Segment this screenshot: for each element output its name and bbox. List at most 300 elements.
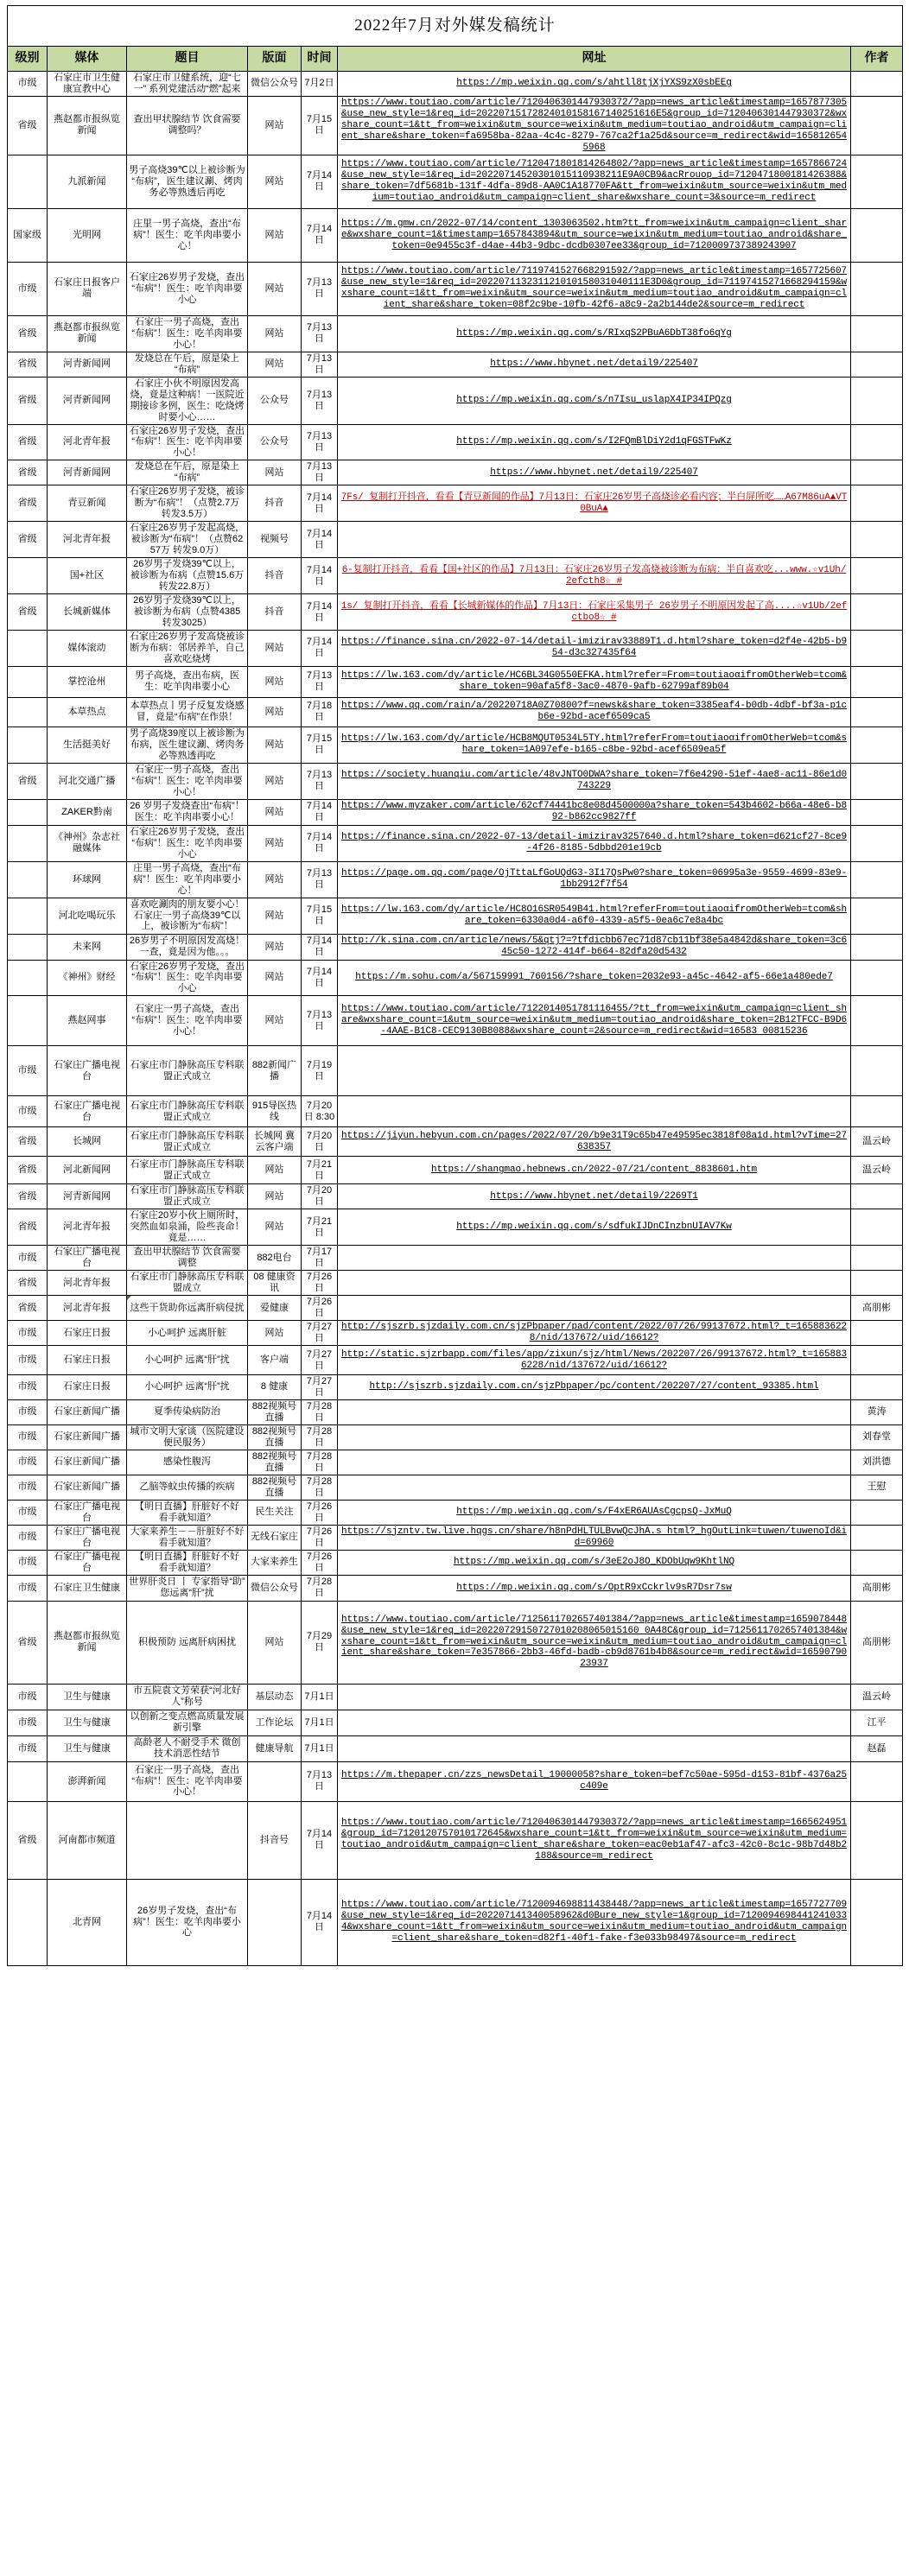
- table-row: [8, 1209, 903, 1246]
- cell-date: 7月27日: [302, 1375, 338, 1400]
- article-url-link[interactable]: 7Fs/ 复制打开抖音，看看【青豆新闻的作品】7月13日：石家庄26岁男子高烧诊必看内容；半白屏所吃……A67M86uA▲VT0BuA▲: [340, 492, 848, 514]
- column-header-date: 时间: [302, 47, 338, 72]
- cell-title: 庄里一男子高烧，查出“布病”！医生：吃羊肉串要小心！: [127, 861, 248, 898]
- cell-url[interactable]: [338, 352, 851, 377]
- cell-date: 7月14日: [302, 208, 338, 262]
- cell-level: 省级: [8, 1209, 48, 1246]
- cell-url: [338, 1296, 851, 1321]
- cell-level: [8, 630, 48, 666]
- cell-date: 7月13日: [302, 352, 338, 377]
- table-header-row: [8, 47, 903, 72]
- table-row: [8, 1684, 903, 1710]
- cell-media: 石家庄新闻广播: [48, 1475, 127, 1500]
- cell-author: [851, 1375, 903, 1400]
- cell-page: 微信公众号: [248, 72, 302, 97]
- cell-author: [851, 558, 903, 594]
- cell-date: 7月14日: [302, 799, 338, 825]
- article-url-link[interactable]: https://jiyun.hebyun.com.cn/pages/2022/07/20/b9e31T9c65b47e49595ec3818f08a1d.html?vTime=27638357: [340, 1130, 848, 1152]
- column-header-level: 级别: [8, 47, 48, 72]
- cell-media: 河北青年报: [48, 1296, 127, 1321]
- article-url-link[interactable]: https://www.hbynet.net/detail9/225407: [490, 466, 698, 478]
- cell-level: 市级: [8, 1735, 48, 1761]
- cell-level: 市级: [8, 1710, 48, 1735]
- cell-level: [8, 960, 48, 996]
- table-title-row: [8, 6, 903, 47]
- cell-title: 石家庄小伙不明原因发高烧，竟是这种病！一医院近期接诊多例，医生：吃烧烤时要小心……: [127, 377, 248, 424]
- cell-media: 北青网: [48, 1879, 127, 1965]
- cell-url[interactable]: [338, 1601, 851, 1684]
- cell-media: 石家庄新闻广播: [48, 1450, 127, 1475]
- cell-url[interactable]: [338, 1346, 851, 1375]
- cell-page: 公众号: [248, 424, 302, 460]
- cell-page: 公众号: [248, 377, 302, 424]
- cell-author: [851, 155, 903, 208]
- table-row: [8, 1127, 903, 1157]
- table-row: [8, 960, 903, 996]
- cell-media: 河北交通广播: [48, 763, 127, 799]
- cell-level: 市级: [8, 1346, 48, 1375]
- cell-url[interactable]: [338, 315, 851, 352]
- cell-date: 7月14日: [302, 155, 338, 208]
- cell-date: 7月14日: [302, 934, 338, 960]
- article-url-link[interactable]: https://lw.163.com/dy/article/HCB8MQUT0534L5TY.html?referFrom=toutiaoαifromOtherWeb=tcom&share_token=1A097efe-b165-c8be-92bd-acef6509ea5f: [340, 733, 848, 756]
- cell-url[interactable]: [338, 558, 851, 594]
- cell-title: 石家庄市门静脉高压专科联盟正式成立: [127, 1046, 248, 1096]
- cell-author: [851, 666, 903, 697]
- cell-level: 省级: [8, 522, 48, 558]
- cell-url[interactable]: [338, 1375, 851, 1400]
- cell-url[interactable]: [338, 799, 851, 825]
- cell-level: [8, 861, 48, 898]
- cell-url[interactable]: [338, 1209, 851, 1246]
- cell-author: [851, 726, 903, 763]
- cell-level: 市级: [8, 1575, 48, 1601]
- table-row: [8, 726, 903, 763]
- cell-media: 燕赵网事: [48, 996, 127, 1046]
- table-row: [8, 1879, 903, 1965]
- cell-author: [851, 799, 903, 825]
- cell-level: 市级: [8, 1500, 48, 1525]
- cell-media: 河北新闻网: [48, 1157, 127, 1184]
- cell-level: 省级: [8, 1801, 48, 1879]
- cell-date: 7月14日: [302, 1879, 338, 1965]
- cell-author: 高朋彬: [851, 1296, 903, 1321]
- cell-author: [851, 1879, 903, 1965]
- cell-url[interactable]: [338, 1525, 851, 1550]
- cell-title: 高龄老人不耐受手术 微创技术消恶性结节: [127, 1735, 248, 1761]
- cell-page: 基层动态: [248, 1684, 302, 1710]
- cell-title: 石家庄一男子高烧，查出“布病”！医生：吃羊肉串要小心！: [127, 1761, 248, 1801]
- article-url-link[interactable]: https://page.om.qq.com/page/OjTttaLfGoUQdG3-3I17QsPw0?share_token=06995a3e-9559-4699-83e9-1bb2912f7f54: [340, 868, 848, 891]
- cell-title: 夏季传染病防治: [127, 1399, 248, 1424]
- table-row: [8, 1801, 903, 1879]
- cell-author: 赵磊: [851, 1735, 903, 1761]
- cell-media: 河南都市频道: [48, 1801, 127, 1879]
- cell-author: [851, 262, 903, 315]
- cell-author: [851, 1046, 903, 1096]
- cell-page: 882电台: [248, 1246, 302, 1271]
- cell-url[interactable]: [338, 460, 851, 485]
- table-row: [8, 1500, 903, 1525]
- cell-date: 7月28日: [302, 1450, 338, 1475]
- article-url-link[interactable]: https://www.qq.com/rain/a/20220718A0Z70800?f=newsk&share_token=3385eaf4-b0db-4dbf-bf3a-p1cb6e-92bd-acef6509ca5: [340, 701, 848, 723]
- cell-title: 石家庄市门静脉高压专科联盟成立: [127, 1271, 248, 1296]
- cell-url[interactable]: [338, 861, 851, 898]
- cell-author: [851, 424, 903, 460]
- cell-level: [8, 697, 48, 726]
- article-url-link[interactable]: https://society.huanqiu.com/article/48vJNTO0DWA?share_token=7f6e4290-51ef-4ae8-ac11-86e1d0743229: [340, 770, 848, 792]
- article-url-link[interactable]: https://www.hbynet.net/detail9/225407: [490, 358, 698, 370]
- cell-media: 河北青年报: [48, 1209, 127, 1246]
- cell-page: 无线石家庄: [248, 1525, 302, 1550]
- cell-title: 26岁男子不明原因发高烧！一查，竟是因为他。。。: [127, 934, 248, 960]
- cell-media: 媒体滚动: [48, 630, 127, 666]
- column-header-media: 媒体: [48, 47, 127, 72]
- cell-author: [851, 630, 903, 666]
- cell-title: 26 岁男子发烧查出“布病”！医生：吃羊肉串要小心！: [127, 799, 248, 825]
- table-row: [8, 1096, 903, 1127]
- cell-date: 7月14日: [302, 825, 338, 861]
- cell-page: 网站: [248, 1157, 302, 1184]
- cell-page: 抖音: [248, 594, 302, 631]
- table-row: [8, 594, 903, 631]
- cell-date: 7月13日: [302, 424, 338, 460]
- cell-date: 7月20日 8:30: [302, 1096, 338, 1127]
- cell-media: 卫生与健康: [48, 1710, 127, 1735]
- article-url-link[interactable]: https://www.toutiao.com/article/7120406301447930372/?app=news_article&timestamp=1665624951&group_id=7120120757010172645&wxshare_count=1&tt_from=weixin&utm_source=weixin&utm_medium=toutiao_android&utm_campaign=client_share&share_token=eac0eb1af47-afc3-42c0-8c1c-98b7d48b2188&source=m_redirect: [340, 1818, 848, 1862]
- article-url-link[interactable]: https://mp.weixin.qq.com/s/n7Isu_uslapX4IP34IPQzg: [456, 395, 732, 406]
- cell-page: 长城网 冀云客户端: [248, 1127, 302, 1157]
- cell-url[interactable]: [338, 1575, 851, 1601]
- cell-url[interactable]: [338, 208, 851, 262]
- cell-page: 网站: [248, 315, 302, 352]
- cell-title: 世界肝炎日 丨 专家指导“助”您远离“肝”扰: [127, 1575, 248, 1601]
- cell-date: 7月28日: [302, 1399, 338, 1424]
- article-url-link[interactable]: https://mp.weixin.qq.com/s/sdfukIJDnCInzbnUIAV7Kw: [456, 1221, 732, 1233]
- cell-media: 掌控沧州: [48, 666, 127, 697]
- cell-date: 7月29日: [302, 1601, 338, 1684]
- cell-page: 抖音号: [248, 1801, 302, 1879]
- cell-url[interactable]: [338, 697, 851, 726]
- article-url-link[interactable]: https://mp.weixin.qq.com/s/RIxqS2PBuA6DbT38fo6qYg: [456, 327, 732, 339]
- cell-author: [851, 898, 903, 934]
- cell-page: 爱健康: [248, 1296, 302, 1321]
- cell-level: 省级: [8, 594, 48, 631]
- cell-media: 澎湃新闻: [48, 1761, 127, 1801]
- cell-media: 燕赵都市报纵览新闻: [48, 1601, 127, 1684]
- cell-author: [851, 1500, 903, 1525]
- cell-author: [851, 96, 903, 155]
- table-row: [8, 1761, 903, 1801]
- cell-author: [851, 1096, 903, 1127]
- cell-media: 石家庄广播电视台: [48, 1096, 127, 1127]
- cell-author: [851, 825, 903, 861]
- cell-author: 刘春堂: [851, 1424, 903, 1450]
- article-url-link[interactable]: https://lw.163.com/dy/article/HC8O16SR0549B41.html?referFrom=toutiaoαifromOtherWeb=tcom&share_token=6330a0d4-a6f0-4339-a5f5-0ea6c7e8a4bc: [340, 904, 848, 926]
- cell-title: 男子高烧39度以上被诊断为布病，医生建议涮、烤肉务必等熟透再吃: [127, 726, 248, 763]
- cell-author: [851, 460, 903, 485]
- cell-media: 燕赵都市报纵览新闻: [48, 315, 127, 352]
- cell-title: 石家庄20岁小伙上厕所时，突然血如泉涌，险些丧命！竟是……: [127, 1209, 248, 1246]
- cell-title: 查出甲状腺结节 饮食需要调整: [127, 1246, 248, 1271]
- cell-author: [851, 861, 903, 898]
- cell-level: [8, 1879, 48, 1965]
- cell-media: 《神州》杂志社融媒体: [48, 825, 127, 861]
- article-url-link[interactable]: https://sjzntv.tw.live.hqgs.cn/share/h8nPdHLTULBvwQcJhA.s html?_hgOutLink=tuwen/tuwenoId&id=69960: [340, 1526, 848, 1548]
- article-url-link[interactable]: 6-复制打开抖音，看看【国+社区的作品】7月13日：石家庄26岁男子发高烧被诊断为布病：半自喜欢吃...www.☆v1Uh/2efcth8☆ #: [341, 564, 847, 587]
- cell-url[interactable]: [338, 96, 851, 155]
- cell-title: 城市文明大家谈（医院建设便民服务）: [127, 1424, 248, 1450]
- cell-page: 网站: [248, 96, 302, 155]
- table-row: [8, 262, 903, 315]
- cell-author: 高朋彬: [851, 1575, 903, 1601]
- cell-title: 发烧总在午后，原是染上“布病”: [127, 352, 248, 377]
- article-url-link[interactable]: https://finance.sina.cn/2022-07-14/detail-imizirav33889T1.d.html?share_token=d2f4e-42b5-b954-d3c327435f64: [340, 637, 848, 659]
- cell-level: 省级: [8, 460, 48, 485]
- article-url-link[interactable]: http://static.sjzrbapp.com/files/app/zixun/sjz/html/News/202207/26/99137672.html?_t=1658836228/nid/137672/uid/16612?: [340, 1348, 848, 1371]
- article-url-link[interactable]: https://www.hbynet.net/detail9/2269T1: [490, 1190, 698, 1202]
- table-row: [8, 1375, 903, 1400]
- article-url-link[interactable]: https://www.toutiao.com/article/7125611702657401384/?app=news_article&timestamp=1659078448&use_new_style=1&req_id=20220729150727010208065015160 0A48C&group_id=7125611702657401384&wxshare_count=1&tt_from=weixin&utm_source=weixin&utm_medium=toutiao_android&utm_campaign=client_share&share_token=7e357866-2bb3-46fd-badb-cb9d8761b4b8&source=m_redirect&wid=1659079023937: [340, 1614, 848, 1670]
- cell-date: 7月13日: [302, 996, 338, 1046]
- cell-level: 市级: [8, 1450, 48, 1475]
- cell-level: 省级: [8, 1601, 48, 1684]
- cell-level: 省级: [8, 763, 48, 799]
- cell-date: 7月13日: [302, 1761, 338, 1801]
- article-url-link[interactable]: https://mp.weixin.qq.com/s/ahtll8tjXjYXS9zX0sbEEg: [456, 78, 732, 89]
- table-row: [8, 1710, 903, 1735]
- table-row: [8, 155, 903, 208]
- cell-url[interactable]: [338, 377, 851, 424]
- column-header-url: 网址: [338, 47, 851, 72]
- cell-author: [851, 1246, 903, 1271]
- cell-level: 省级: [8, 1184, 48, 1209]
- cell-media: 河北青年报: [48, 522, 127, 558]
- cell-title: 石家庄26岁男子发烧，被诊断为“布病”！（点赞2.7万 转发3.5万）: [127, 485, 248, 522]
- cell-media: 河青新闻网: [48, 460, 127, 485]
- table-row: [8, 352, 903, 377]
- cell-level: [8, 799, 48, 825]
- cell-url[interactable]: [338, 155, 851, 208]
- cell-level: [8, 825, 48, 861]
- cell-url[interactable]: [338, 666, 851, 697]
- cell-media: 石家庄卫生健康: [48, 1575, 127, 1601]
- article-url-link[interactable]: https://shangmao.hebnews.cn/2022-07/21/content_8838601.htm: [430, 1164, 758, 1176]
- article-url-link[interactable]: 1s/ 复制打开抖音，看看【长城新媒体的作品】7月13日：石家庄采集男子 26岁男子不明原因发起了高....☆v1Ub/2efctbo8☆ #: [340, 600, 848, 623]
- article-url-link[interactable]: https://mp.weixin.qq.com/s/I2FQmBlDiY2d1qFGSTFwKz: [456, 436, 732, 447]
- cell-date: 7月21日: [302, 1209, 338, 1246]
- table-row: [8, 1475, 903, 1500]
- cell-media: 环球网: [48, 861, 127, 898]
- cell-url[interactable]: [338, 726, 851, 763]
- article-url-link[interactable]: https://mp.weixin.qq.com/s/F4xER6AUAsCgcpsQ-JxMuQ: [456, 1507, 732, 1518]
- cell-url[interactable]: [338, 763, 851, 799]
- cell-url[interactable]: [338, 960, 851, 996]
- article-url-link[interactable]: https://m.sohu.com/a/567159991_760156/?share_token=2032e93-a45c-4642-af5-66e1a480ede7: [355, 972, 833, 983]
- cell-title: 男子高烧39℃以上被诊断为“布病”，医生建议涮、烤肉务必等熟透后再吃: [127, 155, 248, 208]
- cell-date: 7月15日: [302, 726, 338, 763]
- article-url-link[interactable]: https://mp.weixin.qq.com/s/3eE2oJ8O_KDObUqw9KhtlNQ: [453, 1557, 735, 1568]
- cell-title: 石家庄26岁男子发高烧被诊断为布病：邻居养羊，自己喜欢吃烧烤: [127, 630, 248, 666]
- cell-page: 网站: [248, 1184, 302, 1209]
- cell-title: 【明日直播】肝脏好不好 看手就知道？: [127, 1500, 248, 1525]
- table-row: [8, 1321, 903, 1346]
- article-url-link[interactable]: http://sjszrb.sjzdaily.com.cn/sjzPbpaper/pc/content/202207/27/content_93385.html: [369, 1381, 819, 1393]
- cell-url[interactable]: [338, 485, 851, 522]
- cell-author: 王慰: [851, 1475, 903, 1500]
- cell-title: 小心呵护 远离肝脏: [127, 1321, 248, 1346]
- article-url-link[interactable]: http://k.sina.com.cn/article/news/5&qtj?=?tfdicbb67ec71d87cb11bf38e5a4842d&share_token=3c645c50-1272-414f-b664-82dfa20d5432: [340, 936, 848, 957]
- cell-title: 庄里一男子高烧，查出“布病”！医生：吃羊肉串要小心！: [127, 208, 248, 262]
- cell-author: 黄涛: [851, 1399, 903, 1424]
- cell-page: 网站: [248, 352, 302, 377]
- cell-page: 网站: [248, 208, 302, 262]
- cell-url: [338, 1710, 851, 1735]
- cell-date: 7月28日: [302, 1475, 338, 1500]
- cell-url[interactable]: [338, 1321, 851, 1346]
- cell-date: 7月14日: [302, 1801, 338, 1879]
- cell-title: 26岁男子发烧，查出“布病”！医生：吃羊肉串要小心: [127, 1879, 248, 1965]
- cell-media: 石家庄广播电视台: [48, 1246, 127, 1271]
- cell-level: 省级: [8, 485, 48, 522]
- cell-url[interactable]: [338, 1500, 851, 1525]
- cell-media: 《神州》财经: [48, 960, 127, 996]
- media-publication-table: [7, 5, 903, 1966]
- article-url-link[interactable]: https://www.toutiao.com/article/7122014051781116455/?tt_from=weixin&utm_campaign=client_share&wxshare_count=1&utm_source=weixin&utm_medium=toutiao_android&share_token=2B12TFCC-B9D6-4AAE-B1C8-CEC9130B8088&wxshare_count=2&source=m_redirect&wid=16583 00815236: [340, 1004, 848, 1037]
- article-url-link[interactable]: https://www.toutiao.com/article/7120094698811438448/?app=news_article&timestamp=1657727709&use_new_style=1&req_id=202207141340058962&d0Bure_new_style=1&group_id=71200946984412410334&wxshare_count=1&tt_from=weixin&utm_source=weixin&utm_medium=toutiao_android&utm_campaign=client_share&share_token=d82f1-40f1-fake-f3e033b98497&source=m_redirect: [340, 1900, 848, 1944]
- cell-level: 省级: [8, 1271, 48, 1296]
- cell-title: 26岁男子发烧39℃以上，被诊断为布病（点赞4385 转发3025）: [127, 594, 248, 631]
- cell-title: 石家庄市门静脉高压专科联盟正式成立: [127, 1096, 248, 1127]
- cell-url[interactable]: [338, 262, 851, 315]
- cell-page: 网站: [248, 996, 302, 1046]
- cell-media: 光明网: [48, 208, 127, 262]
- cell-date: 7月17日: [302, 1246, 338, 1271]
- cell-url[interactable]: [338, 424, 851, 460]
- cell-page: 08 健康资讯: [248, 1271, 302, 1296]
- cell-url[interactable]: [338, 1184, 851, 1209]
- cell-title: 石家庄26岁男子发烧，查出“布病”！医生：吃羊肉串要小心: [127, 262, 248, 315]
- cell-media: 卫生与健康: [48, 1684, 127, 1710]
- article-url-link[interactable]: https://www.toutiao.com/article/7120406301447930372/?app=news_article&timestamp=1657877305&use_new_style=1&req_id=20220715172824010158167140251616E5&group_id=7120406301447930372&wxshare_count=1&tt_from=weixin&utm_source=weixin&utm_medium=toutiao_android&utm_campaign=client_share&share_token=fa6958ba-82aa-4c4c-8279-767ca2f1a25d&source=m_redirect&wid=1658126545968: [340, 97, 848, 153]
- cell-title: 以创新之变点燃高质量发展新引擎: [127, 1710, 248, 1735]
- cell-title: 查出甲状腺结节 饮食需要调整吗？: [127, 96, 248, 155]
- cell-url: [338, 1246, 851, 1271]
- table-row: [8, 1157, 903, 1184]
- cell-url: [338, 1684, 851, 1710]
- cell-url: [338, 1046, 851, 1096]
- cell-title: 石家庄26岁男子发烧，查出“布病”！医生：吃羊肉串要小心: [127, 825, 248, 861]
- cell-page: 网站: [248, 726, 302, 763]
- article-url-link[interactable]: https://m.thepaper.cn/zzs_newsDetail_19000058?share_token=bef7c50ae-595d-d153-81bf-4376a25c409e: [340, 1770, 848, 1792]
- cell-url[interactable]: [338, 72, 851, 97]
- cell-author: [851, 934, 903, 960]
- cell-media: 长城网: [48, 1127, 127, 1157]
- cell-url[interactable]: [338, 898, 851, 934]
- page-title: 2022年7月对外媒发稿统计: [8, 6, 903, 47]
- table-row: [8, 315, 903, 352]
- article-url-link[interactable]: https://www.myzaker.com/article/62cf74441bc8e08d4500000a?share_token=543b4602-b66a-48e6-b892-b862cc9827ff: [340, 801, 848, 823]
- cell-url: [338, 1399, 851, 1424]
- cell-url[interactable]: [338, 996, 851, 1046]
- cell-level: [8, 996, 48, 1046]
- cell-title: 这些干货助你远离肝病侵扰: [127, 1296, 248, 1321]
- cell-media: 石家庄广播电视台: [48, 1525, 127, 1550]
- cell-url[interactable]: [338, 1879, 851, 1965]
- cell-page: 网站: [248, 460, 302, 485]
- cell-url[interactable]: [338, 1127, 851, 1157]
- cell-url[interactable]: [338, 1761, 851, 1801]
- cell-date: 7月28日: [302, 1424, 338, 1450]
- cell-media: 河北吃喝玩乐: [48, 898, 127, 934]
- article-url-link[interactable]: https://finance.sina.cn/2022-07-13/detail-imizirav3257640.d.html?share_token=d621cf27-8ce9-4f26-8185-5dbbd201e19cb: [340, 832, 848, 854]
- table-row: [8, 1735, 903, 1761]
- cell-url[interactable]: [338, 630, 851, 666]
- cell-url[interactable]: [338, 825, 851, 861]
- cell-title: 小心呵护 远离“肝”扰: [127, 1346, 248, 1375]
- cell-media: 石家庄日报: [48, 1346, 127, 1375]
- cell-media: 卫生与健康: [48, 1735, 127, 1761]
- cell-date: 7月26日: [302, 1500, 338, 1525]
- table-row: [8, 1271, 903, 1296]
- cell-author: 刘洪德: [851, 1450, 903, 1475]
- cell-level: [8, 1761, 48, 1801]
- cell-url[interactable]: [338, 1550, 851, 1575]
- cell-author: [851, 1271, 903, 1296]
- cell-author: [851, 1321, 903, 1346]
- article-url-link[interactable]: https://www.toutiao.com/article/7120471801814264802/?app=news_article&timestamp=1657866724&use_new_style=1&req_id=20220714520301015110938211E9A0CB9&acRrouop_id=7120471800181426388&share_token=7df5681b-131f-4dfa-89d8-AA0C1A18770FA&tt_from=weixin&utm_source=weixin&utm_medium=toutiao_android&utm_campaign=client_share&wxshare_count=3&source=m_redirect: [340, 159, 848, 204]
- cell-title: 石家庄市门静脉高压专科联盟正式成立: [127, 1127, 248, 1157]
- cell-author: 高朋彬: [851, 1601, 903, 1684]
- cell-level: 市级: [8, 1246, 48, 1271]
- article-url-link[interactable]: http://sjszrb.sjzdaily.com.cn/sjzPbpaper/pad/content/2022/07/26/99137672.html?_t=1658836228/nid/137672/uid/16612?: [340, 1322, 848, 1344]
- table-row: [8, 996, 903, 1046]
- cell-url[interactable]: [338, 594, 851, 631]
- cell-page: 民生关注: [248, 1500, 302, 1525]
- article-url-link[interactable]: https://lw.163.com/dy/article/HC6BL34G0550EFKA.html?refer=From=toutiaoαifromOtherWeb=tcom&share_token=90afa5f8-3ac0-4870-9afb-62799af89b04: [340, 670, 848, 693]
- article-url-link[interactable]: https://www.toutiao.com/article/7119741527668291592/?app=news_article&timestamp=1657725607&use_new_style=1&req_id=202207113231121010158031040111E3D0&group_id=71197415271668294159&wxshare_count=1&tt_from=weixin&utm_source=weixin&utm_medium=toutiao_android&utm_campaign=client_share&share_token=08f2c9be-10fb-42f6-a8c9-2a2b144de2&source=m_redirect: [340, 266, 848, 311]
- cell-page: 882视频号直播: [248, 1399, 302, 1424]
- table-row: [8, 697, 903, 726]
- cell-url[interactable]: [338, 1157, 851, 1184]
- cell-title: 【明日直播】肝脏好不好 看手就知道？: [127, 1550, 248, 1575]
- cell-title: [127, 1801, 248, 1879]
- cell-media: 石家庄日报: [48, 1375, 127, 1400]
- cell-author: [851, 1801, 903, 1879]
- article-url-link[interactable]: https://mp.weixin.qq.com/s/OptR9xCckrlv9sR7Dsr7sw: [456, 1582, 732, 1593]
- cell-title: 石家庄一男子高烧，查出“布病”！医生：吃羊肉串要小心！: [127, 315, 248, 352]
- cell-date: 7月14日: [302, 522, 338, 558]
- cell-level: 省级: [8, 1127, 48, 1157]
- article-url-link[interactable]: https://m.gmw.cn/2022-07/14/content_1303063502.htm?tt_from=weixin&utm_campaign=client_share&wxshare_count=1&timestamp=1657843894&utm_source=weixin&utm_medium=toutiao_android&share_token=0e9455c3f-d4ae-44b3-9dbc-dcdb0307ee33&group_id=7120009737389243907: [340, 218, 848, 251]
- cell-author: [851, 522, 903, 558]
- table-row: [8, 485, 903, 522]
- table-row: [8, 763, 903, 799]
- cell-media: 石家庄市卫生健康宣教中心: [48, 72, 127, 97]
- cell-title: 石家庄一男子高烧，查出“布病”！医生：吃羊肉串要小心！: [127, 996, 248, 1046]
- cell-date: 7月26日: [302, 1271, 338, 1296]
- cell-url: [338, 1271, 851, 1296]
- cell-url: [338, 1424, 851, 1450]
- column-header-title: 题目: [127, 47, 248, 72]
- cell-url[interactable]: [338, 1801, 851, 1879]
- cell-media: 石家庄新闻广播: [48, 1399, 127, 1424]
- cell-level: 市级: [8, 1321, 48, 1346]
- cell-date: 7月13日: [302, 861, 338, 898]
- cell-author: [851, 1346, 903, 1375]
- cell-level: 省级: [8, 1296, 48, 1321]
- cell-url[interactable]: [338, 934, 851, 960]
